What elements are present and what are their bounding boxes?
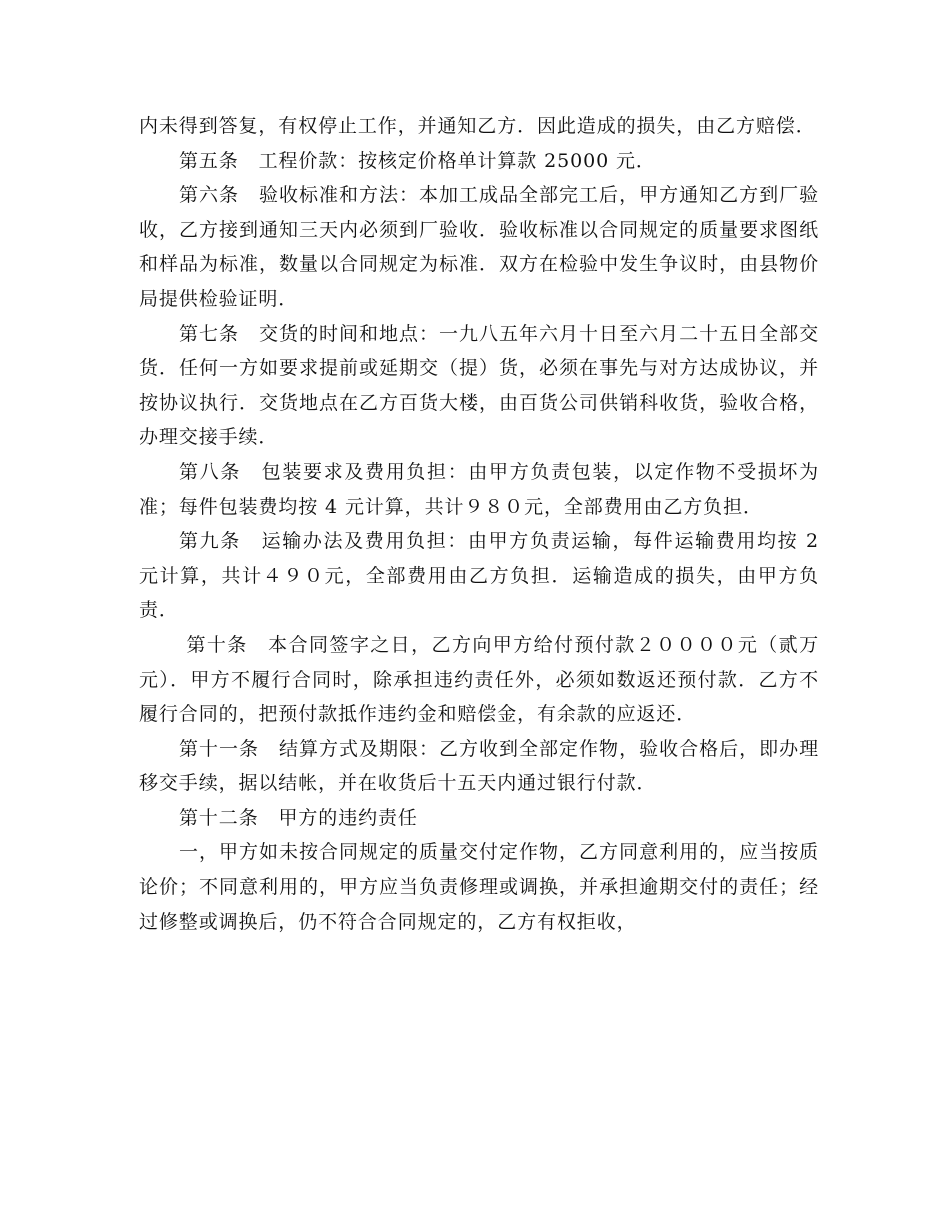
article-12-heading: 第十二条 甲方的违约责任 <box>179 806 418 829</box>
article-6-acceptance: 第六条 验收标准和方法：本加工成品全部完工后，甲方通知乙方到厂验收，乙方接到通知三天内必须到厂验收．验收标准以合同规定的质量要求图纸和样品为标准，数量以合同规定为标准．双方在检验中发生争议时，由县物价局提供检验证明． <box>139 184 819 310</box>
article-10-prepayment: 第十条 本合同签字之日，乙方向甲方给付预付款２００００元（贰万元）．甲方不履行合同时，除承担违约责任外，必须如数返还预付款．乙方不履行合同的，把预付款抵作违约金和赔偿金，有余款的应返还． <box>139 633 819 726</box>
article-5-price: 第五条 工程价款：按核定价格单计算款 25000 元． <box>179 149 656 172</box>
article-12-clause-1: 一，甲方如未按合同规定的质量交付定作物，乙方同意利用的，应当按质论价；不同意利用的，甲方应当负责修理或调换，并承担逾期交付的责任；经过修整或调换后，仍不符合合同规定的，乙方有权拒收， <box>139 841 819 933</box>
article-11-settlement: 第十一条 结算方式及期限：乙方收到全部定作物，验收合格后，即办理移交手续，据以结帐，并在收货后十五天内通过银行付款． <box>139 737 819 795</box>
article-9-transport: 第九条 运输办法及费用负担：由甲方负责运输，每件运输费用均按 2 元计算，共计４９０元，全部费用由乙方负担．运输造成的损失，由甲方负责． <box>139 530 826 622</box>
document-page <box>139 109 826 939</box>
article-7-delivery: 第七条 交货的时间和地点：一九八五年六月十日至六月二十五日全部交货．任何一方如要求提前或延期交（提）货，必须在事先与对方达成协议，并按协议执行．交货地点在乙方百货大楼，由百货公司供销科收货，验收合格，办理交接手续． <box>139 322 819 449</box>
article-8-packaging: 第八条 包装要求及费用负担：由甲方负责包装，以定作物不受损坏为准；每件包装费均按 4 元计算，共计９８０元，全部费用由乙方负担． <box>139 460 819 518</box>
paragraph-continuation: 内未得到答复，有权停止工作，并通知乙方．因此造成的损失，由乙方赔偿． <box>139 115 816 137</box>
